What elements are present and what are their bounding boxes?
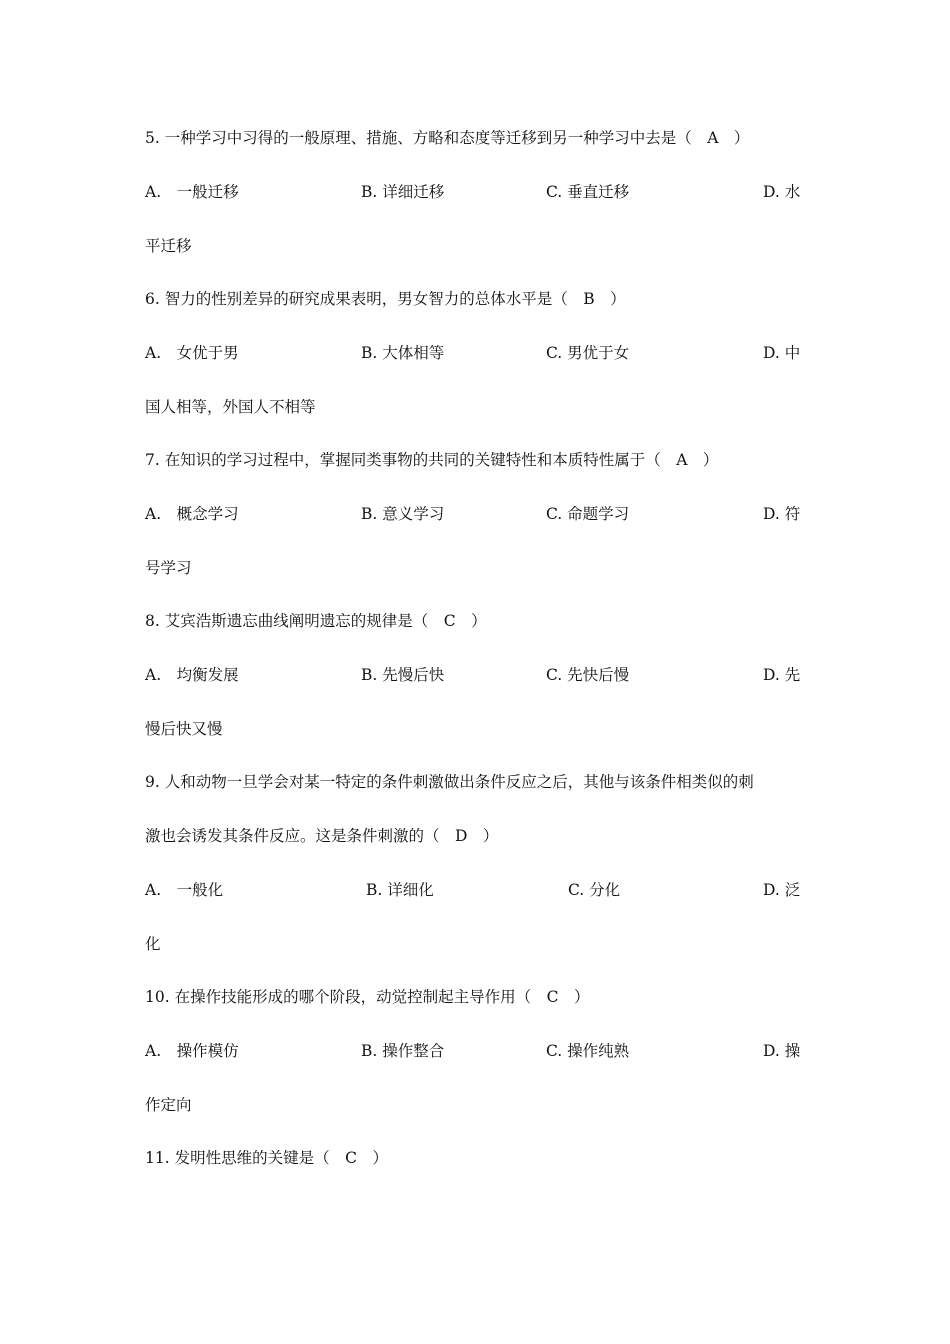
option-a: A. 均衡发展 <box>145 666 239 684</box>
option-b: B. 操作整合 <box>361 1042 445 1060</box>
option-d: D. 中 <box>763 344 801 362</box>
question-7-options <box>145 502 810 526</box>
question-5-continuation: 平迁移 <box>145 237 192 255</box>
option-b: B. 意义学习 <box>361 505 445 523</box>
option-c: C. 命题学习 <box>546 505 630 523</box>
option-d: D. 操 <box>763 1042 801 1060</box>
question-9-options <box>145 878 810 902</box>
option-a: A. 概念学习 <box>145 505 239 523</box>
question-8-stem: 8. 艾宾浩斯遗忘曲线阐明遗忘的规律是（ C ） <box>145 612 487 630</box>
question-8-options <box>145 663 810 687</box>
option-c: C. 先快后慢 <box>546 666 630 684</box>
question-9-stem-cont: 激也会诱发其条件反应。这是条件刺激的（ D ） <box>145 827 499 845</box>
option-d: D. 水 <box>763 183 801 201</box>
question-6-continuation: 国人相等，外国人不相等 <box>145 398 316 416</box>
question-6-options <box>145 341 810 365</box>
option-a: A. 操作模仿 <box>145 1042 239 1060</box>
question-8-continuation: 慢后快又慢 <box>145 720 223 738</box>
option-a: A. 一般化 <box>145 881 224 899</box>
option-d: D. 符 <box>763 505 801 523</box>
option-c: C. 男优于女 <box>546 344 630 362</box>
question-5-stem: 5. 一种学习中习得的一般原理、措施、方略和态度等迁移到另一种学习中去是（ A ） <box>145 129 750 147</box>
question-6-stem: 6. 智力的性别差异的研究成果表明，男女智力的总体水平是（ B ） <box>145 290 626 308</box>
question-10-stem: 10. 在操作技能形成的哪个阶段，动觉控制起主导作用（ C ） <box>145 988 590 1006</box>
option-b: B. 先慢后快 <box>361 666 445 684</box>
question-10-options <box>145 1039 810 1063</box>
option-b: B. 大体相等 <box>361 344 445 362</box>
question-9-stem: 9. 人和动物一旦学会对某一特定的条件刺激做出条件反应之后，其他与该条件相类似的刺 <box>145 773 754 791</box>
option-d: D. 泛 <box>763 881 801 899</box>
option-a: A. 女优于男 <box>145 344 239 362</box>
option-c: C. 操作纯熟 <box>546 1042 630 1060</box>
option-b: B. 详细化 <box>366 881 434 899</box>
option-c: C. 分化 <box>568 881 621 899</box>
question-10-continuation: 作定向 <box>145 1096 192 1114</box>
option-d: D. 先 <box>763 666 801 684</box>
option-c: C. 垂直迁移 <box>546 183 630 201</box>
question-7-stem: 7. 在知识的学习过程中，掌握同类事物的共同的关键特性和本质特性属于（ A ） <box>145 451 719 469</box>
option-a: A. 一般迁移 <box>145 183 239 201</box>
question-9-continuation: 化 <box>145 935 161 953</box>
question-7-continuation: 号学习 <box>145 559 192 577</box>
question-5-options <box>145 180 810 204</box>
question-11-stem: 11. 发明性思维的关键是（ C ） <box>145 1149 388 1167</box>
option-b: B. 详细迁移 <box>361 183 445 201</box>
